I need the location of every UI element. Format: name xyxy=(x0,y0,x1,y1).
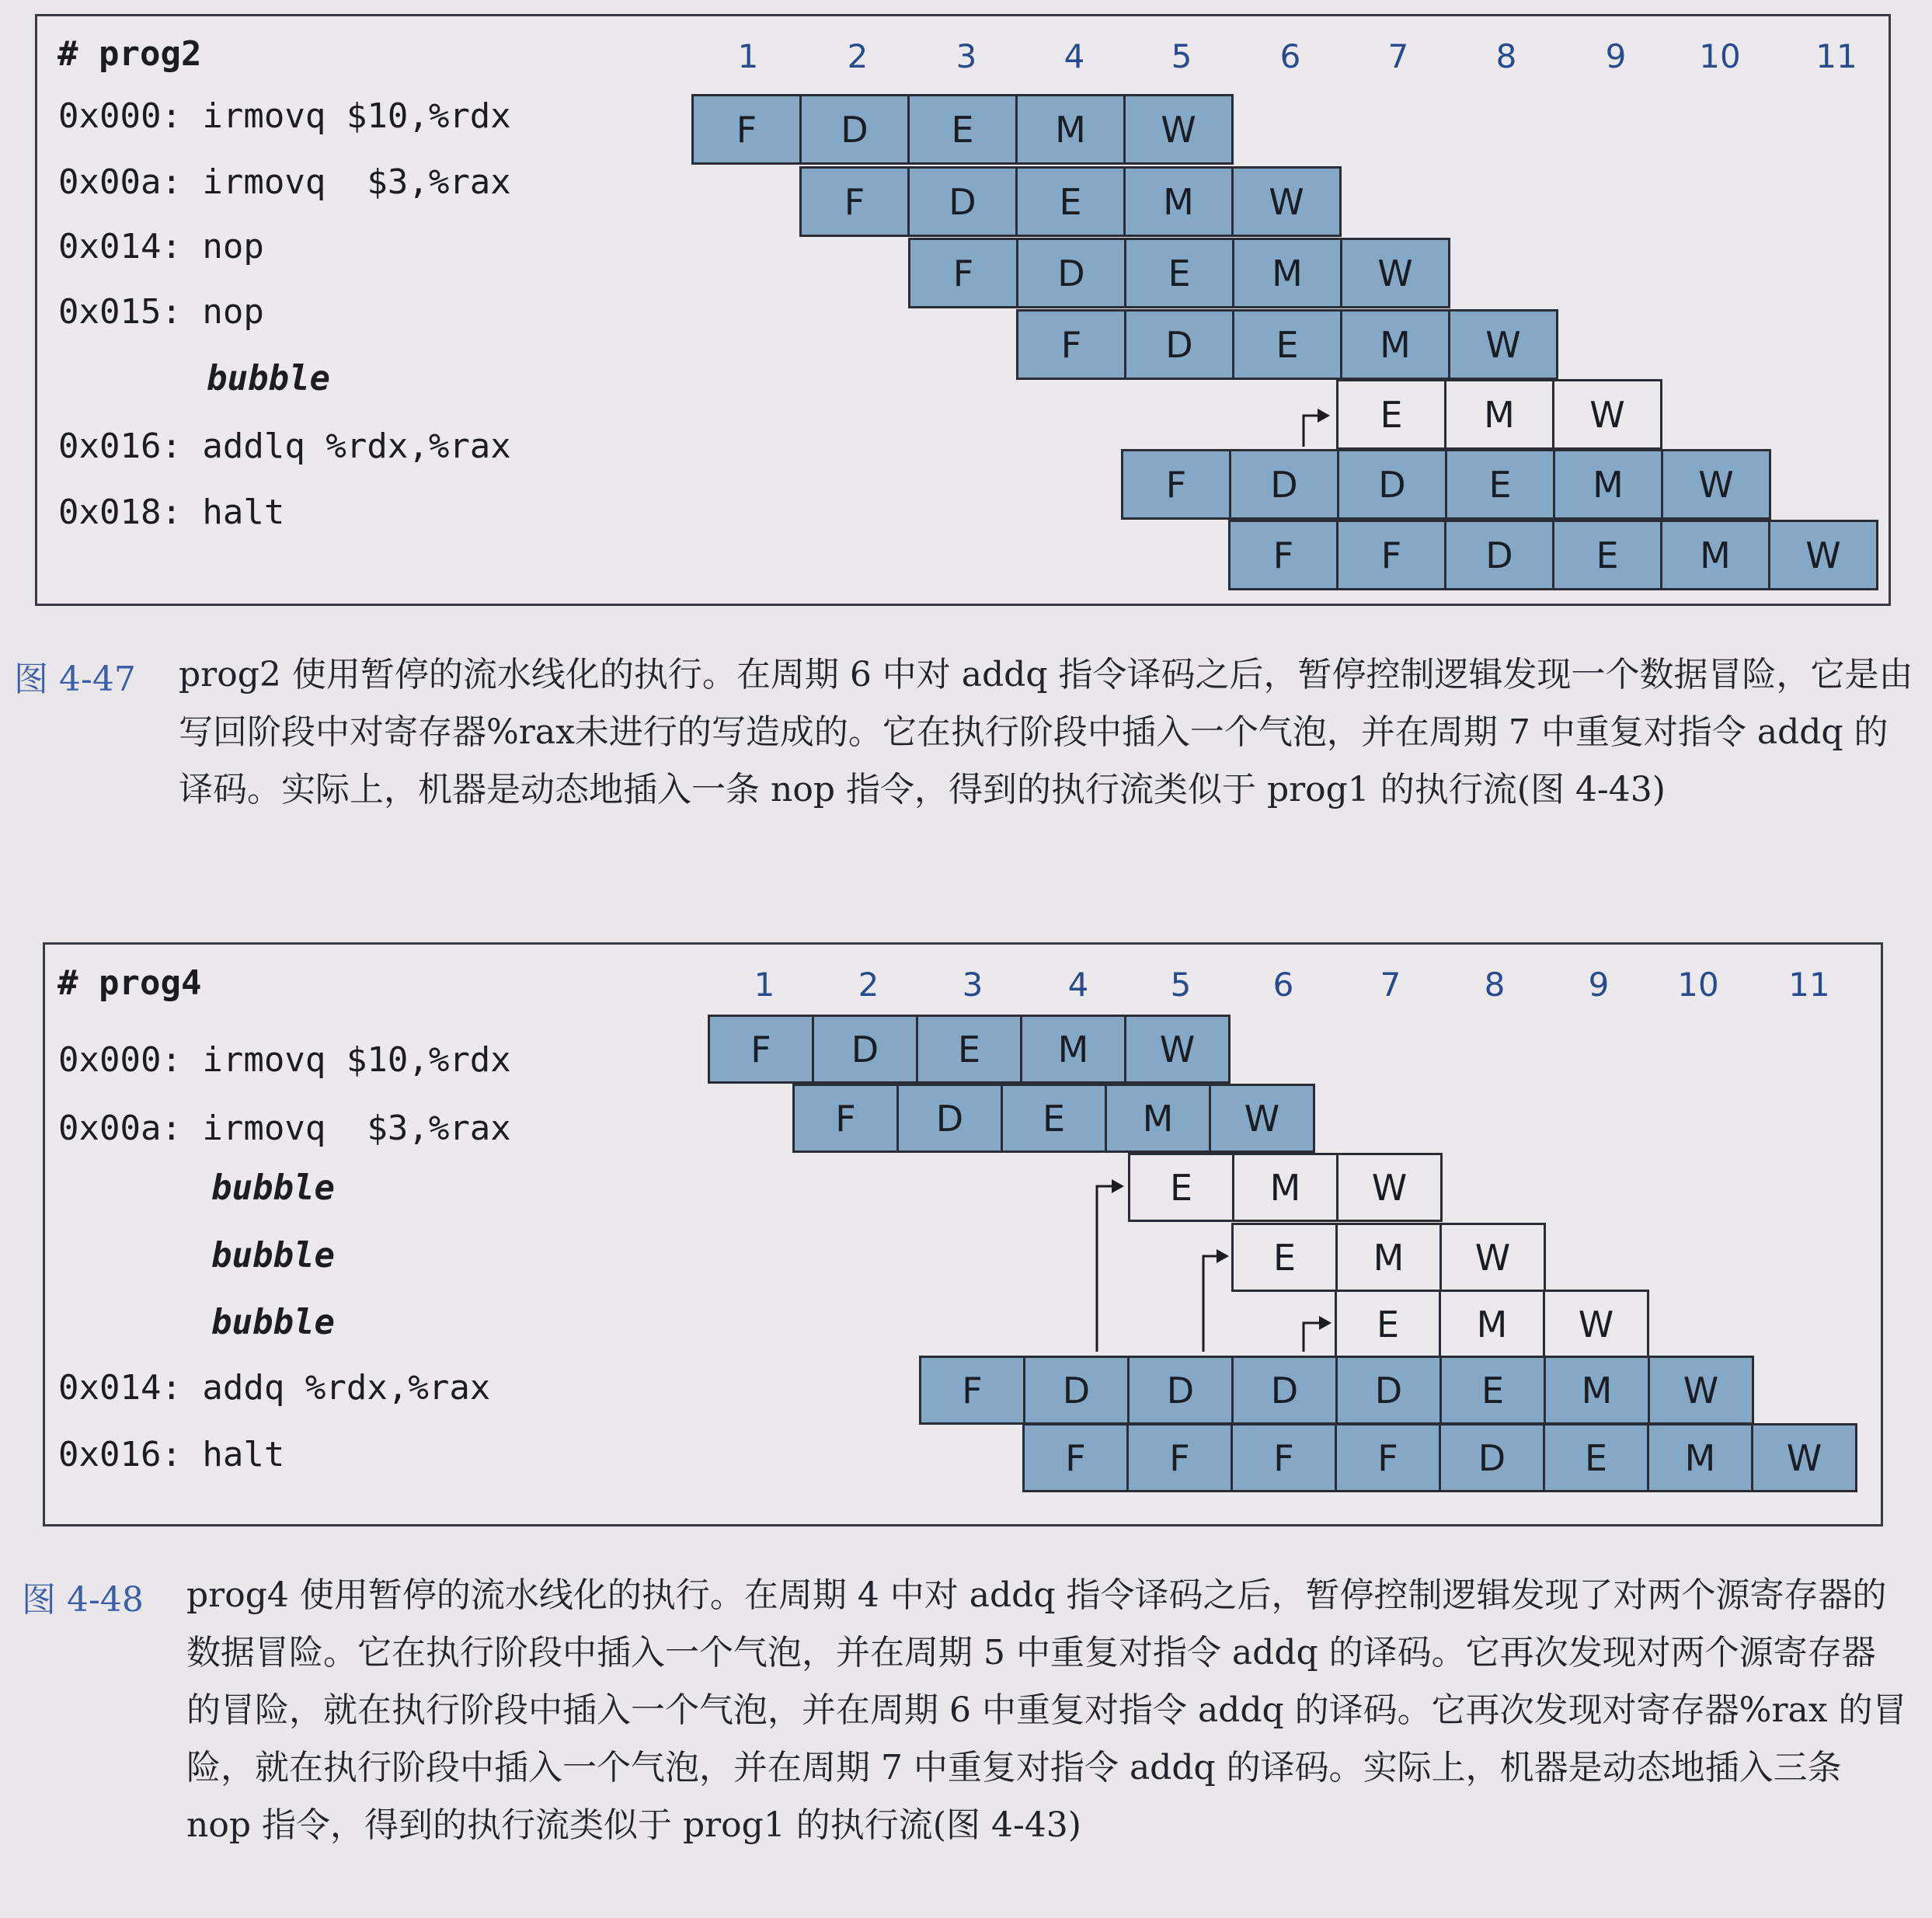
stage-cell-W: W xyxy=(1648,1356,1754,1425)
instruction-label: 0x00a: irmovq $3,%rax xyxy=(58,162,511,202)
stage-cell-F: F xyxy=(1022,1423,1129,1492)
stage-cell-W: W xyxy=(1123,94,1234,165)
cycle-number: 2 xyxy=(847,37,869,75)
stage-cell-D: D xyxy=(1335,1356,1442,1425)
stage-cell-F: F xyxy=(1231,1423,1337,1492)
stage-cell-M: M xyxy=(1340,309,1450,380)
bubble-arrow-head xyxy=(1217,1249,1229,1263)
stage-cell-E: E xyxy=(1439,1356,1546,1425)
stage-cell-F: F xyxy=(1121,449,1231,520)
stage-cell-M: M xyxy=(1544,1356,1650,1425)
stage-cell-D: D xyxy=(1231,1356,1338,1425)
cycle-number: 5 xyxy=(1171,37,1192,75)
stage-cell-M: M xyxy=(1647,1423,1753,1492)
stage-cell-M: M xyxy=(1439,1290,1545,1359)
stage-cell-F: F xyxy=(1228,520,1338,590)
cycle-number: 6 xyxy=(1279,37,1301,75)
stage-cell-E: E xyxy=(1231,1223,1338,1292)
stage-cell-E: E xyxy=(1445,449,1555,520)
stage-cell-M: M xyxy=(1020,1015,1126,1084)
stage-cell-M: M xyxy=(1553,449,1663,520)
cycle-number: 1 xyxy=(737,37,759,75)
stage-cell-F: F xyxy=(919,1356,1025,1425)
stage-cell-D: D xyxy=(1439,1423,1545,1492)
stage-cell-W: W xyxy=(1448,309,1558,380)
stage-cell-E: E xyxy=(1232,309,1342,380)
figure-4-48-caption: prog4 使用暂停的流水线化的执行。在周期 4 中对 addq 指令译码之后，暂停控制逻辑发现了对两个源寄存器的数据冒险。它在执行阶段中插入一个气泡，并在周期 5 中重复对指令 addq 的译码。它再次发现对两个源寄存器的冒险，就在执行阶段中插入一个气泡，并在周期 6 中重复对指令 addq 的译码。它再次发现对寄存器%rax 的冒险，就在执行阶段中插入一个气泡，并在周期 7 中重复对指令 addq 的译码。实际上，机器是动态地插入三条 nop 指令，得到的执行流类似于 prog1 的执行流(图 4-43) xyxy=(186,1575,1907,1845)
stage-cell-W: W xyxy=(1661,449,1771,520)
cycle-number: 10 xyxy=(1699,37,1741,75)
cycle-number: 6 xyxy=(1272,966,1294,1004)
stage-cell-E: E xyxy=(1543,1423,1649,1492)
stage-cell-D: D xyxy=(1124,309,1234,380)
cycle-number: 2 xyxy=(858,966,879,1004)
stage-cell-F: F xyxy=(792,1084,899,1153)
figure-4-47-caption: prog2 使用暂停的流水线化的执行。在周期 6 中对 addq 指令译码之后，暂停控制逻辑发现一个数据冒险，它是由写回阶段中对寄存器%rax未进行的写造成的。它在执行阶段中插入一个气泡，并在周期 7 中重复对指令 addq 的译码。实际上，机器是动态地插入一条 nop 指令，得到的执行流类似于 prog1 的执行流(图 4-43) xyxy=(179,655,1913,809)
stage-cell-W: W xyxy=(1231,166,1342,237)
stage-cell-W: W xyxy=(1124,1015,1231,1084)
cycle-number: 7 xyxy=(1387,37,1409,75)
instruction-label: 0x016: addlq %rdx,%rax xyxy=(58,426,511,466)
stage-cell-D: D xyxy=(1127,1356,1234,1425)
stage-cell-F: F xyxy=(799,166,910,237)
instruction-label: 0x000: irmovq $10,%rdx xyxy=(58,96,511,136)
bubble-label: bubble xyxy=(211,1303,335,1342)
instruction-label: 0x016: halt xyxy=(58,1435,285,1474)
instruction-label: 0x015: nop xyxy=(58,292,264,332)
stage-cell-F: F xyxy=(908,238,1018,308)
instruction-label: 0x000: irmovq $10,%rdx xyxy=(58,1040,511,1080)
stage-cell-F: F xyxy=(691,94,802,165)
prog4-title: # prog4 xyxy=(57,963,202,1003)
stage-cell-M: M xyxy=(1015,94,1126,165)
stage-cell-W: W xyxy=(1543,1290,1649,1359)
prog2-title: # prog2 xyxy=(57,34,202,74)
stage-cell-E: E xyxy=(1124,238,1234,308)
cycle-number: 11 xyxy=(1815,37,1857,75)
cycle-number: 8 xyxy=(1495,37,1517,75)
cycle-number: 5 xyxy=(1170,966,1192,1004)
stage-cell-M: M xyxy=(1660,520,1770,590)
bubble-arrow-head xyxy=(1112,1179,1124,1193)
stage-cell-D: D xyxy=(812,1015,918,1084)
stage-cell-F: F xyxy=(1016,309,1126,380)
stage-cell-W: W xyxy=(1209,1084,1315,1153)
stage-cell-D: D xyxy=(907,166,1018,237)
instruction-label: 0x00a: irmovq $3,%rax xyxy=(58,1109,511,1148)
cycle-number: 3 xyxy=(962,966,983,1004)
stage-cell-M: M xyxy=(1232,1153,1338,1222)
stage-cell-E: E xyxy=(1335,1290,1441,1359)
stage-cell-D: D xyxy=(1229,449,1339,520)
bubble-arrow-line xyxy=(1097,1186,1116,1352)
stage-cell-M: M xyxy=(1232,238,1342,308)
cycle-number: 9 xyxy=(1588,966,1610,1004)
stage-cell-E: E xyxy=(1015,166,1126,237)
stage-cell-W: W xyxy=(1340,238,1450,308)
stage-cell-W: W xyxy=(1768,520,1878,590)
bubble-label: bubble xyxy=(211,1236,335,1276)
bubble-arrow-line xyxy=(1203,1256,1221,1352)
stage-cell-E: E xyxy=(1001,1084,1107,1153)
stage-cell-W: W xyxy=(1439,1223,1546,1292)
instruction-label: 0x018: halt xyxy=(58,493,285,532)
bubble-label: bubble xyxy=(211,1168,335,1208)
cycle-number: 9 xyxy=(1605,37,1627,75)
stage-cell-M: M xyxy=(1123,166,1234,237)
cycle-number: 3 xyxy=(956,37,977,75)
stage-cell-F: F xyxy=(1126,1423,1233,1492)
stage-cell-D: D xyxy=(1444,520,1554,590)
cycle-number: 1 xyxy=(754,966,775,1004)
stage-cell-E: E xyxy=(1128,1153,1234,1222)
stage-cell-E: E xyxy=(1336,379,1446,450)
stage-cell-E: E xyxy=(907,94,1018,165)
stage-cell-F: F xyxy=(1336,520,1446,590)
stage-cell-W: W xyxy=(1336,1153,1443,1222)
stage-cell-D: D xyxy=(1023,1356,1130,1425)
figure-4-47-label: 图 4-47 xyxy=(14,660,136,699)
stage-cell-W: W xyxy=(1751,1423,1857,1492)
stage-cell-W: W xyxy=(1552,379,1662,450)
stage-cell-F: F xyxy=(708,1015,814,1084)
stage-cell-D: D xyxy=(799,94,910,165)
cycle-number: 8 xyxy=(1484,966,1506,1004)
stage-cell-M: M xyxy=(1335,1223,1442,1292)
stage-cell-M: M xyxy=(1444,379,1554,450)
cycle-number: 10 xyxy=(1677,966,1719,1004)
cycle-number: 4 xyxy=(1063,37,1085,75)
stage-cell-D: D xyxy=(896,1084,1003,1153)
instruction-label: 0x014: nop xyxy=(58,227,264,266)
stage-cell-F: F xyxy=(1335,1423,1441,1492)
stage-cell-E: E xyxy=(916,1015,1022,1084)
cycle-number: 7 xyxy=(1380,966,1401,1004)
cycle-number: 4 xyxy=(1067,966,1089,1004)
figure-4-48-label: 图 4-48 xyxy=(22,1580,144,1620)
bubble-arrow-head xyxy=(1319,1316,1332,1330)
instruction-label: 0x014: addq %rdx,%rax xyxy=(58,1368,491,1408)
bubble-label: bubble xyxy=(207,359,330,399)
stage-cell-D: D xyxy=(1016,238,1126,308)
cycle-number: 11 xyxy=(1788,966,1830,1004)
stage-cell-D: D xyxy=(1337,449,1447,520)
stage-cell-E: E xyxy=(1552,520,1662,590)
stage-cell-M: M xyxy=(1105,1084,1211,1153)
